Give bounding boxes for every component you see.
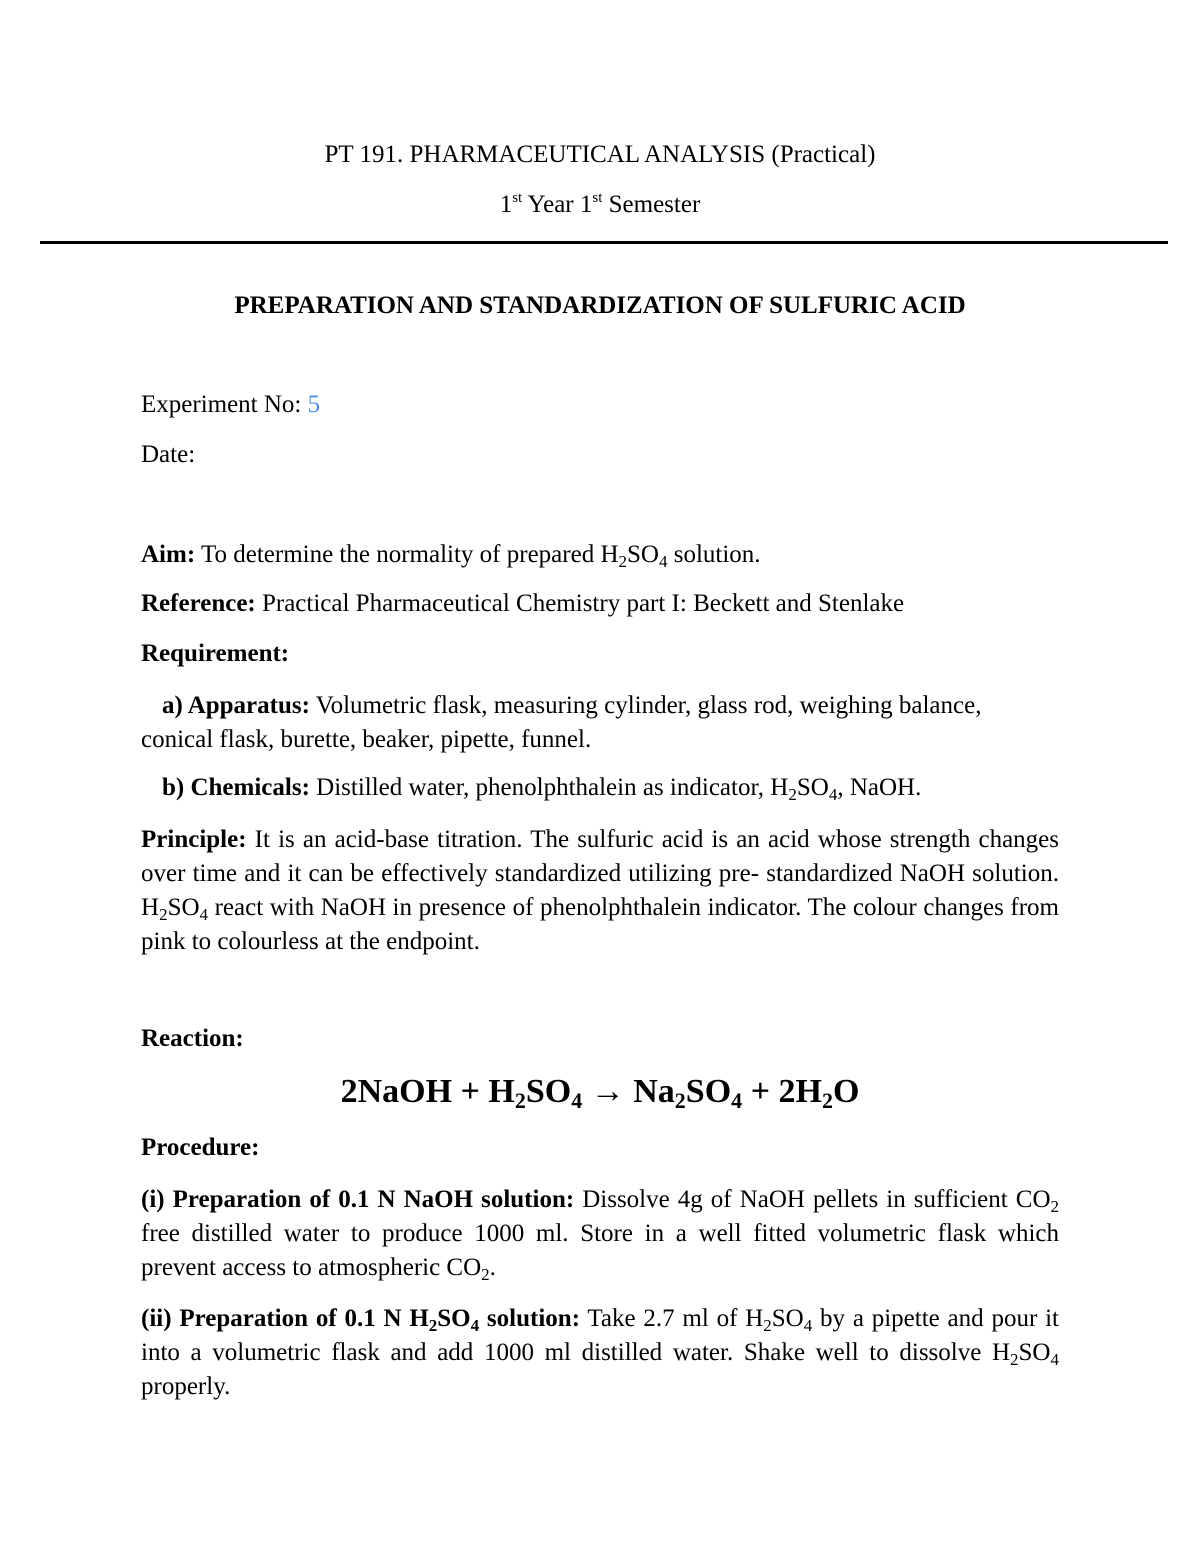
reaction-heading: Reaction:	[141, 1025, 244, 1052]
apparatus-label: a) Apparatus:	[162, 692, 310, 719]
aim-text: solution.	[667, 541, 761, 568]
date-label: Date:	[141, 441, 196, 468]
step-2-text: properly.	[141, 1373, 231, 1400]
aim-text: To determine the normality of prepared H	[195, 541, 619, 568]
subscript: 4	[658, 552, 668, 571]
step-1-text: free distilled water to produce 1000 ml. Store in a well fitted volumetric flask which prevent access to atmospheric CO	[141, 1220, 1059, 1281]
chemicals-text: Distilled water, phenolphthalein as indicator, H	[309, 774, 789, 801]
reference-line	[141, 590, 904, 618]
header-divider	[40, 241, 1168, 244]
aim-line	[141, 541, 761, 569]
equation-term: + 2H	[742, 1073, 822, 1110]
semester-ordinal: st	[592, 190, 603, 206]
principle-text: It is an acid-base titration. The sulfuric acid is an acid whose strength changes over time and it can be effectively standardized utilizing pre- standardized NaOH solution. H	[141, 826, 1059, 921]
subscript: 4	[199, 905, 209, 924]
subscript: 2	[514, 1088, 526, 1113]
chemicals-text: , NaOH.	[837, 774, 922, 801]
apparatus-text: Volumetric flask, measuring cylinder, glass rod, weighing balance, conical flask, burette, beaker, pipette, funnel.	[141, 692, 982, 753]
subscript: 4	[731, 1088, 743, 1113]
subscript: 4	[1050, 1350, 1059, 1369]
subscript: 4	[571, 1088, 583, 1113]
step-2-text: SO	[1018, 1339, 1051, 1366]
principle-text: react with NaOH in presence of phenolphthalein indicator. The colour changes from pink to colourless at the endpoint.	[141, 894, 1059, 955]
subscript: 2	[1050, 1197, 1059, 1216]
reaction-equation	[0, 1073, 1200, 1111]
year-word: Year	[522, 191, 580, 218]
subscript: 2	[481, 1265, 490, 1284]
subscript: 2	[1010, 1350, 1019, 1369]
aim-label: Aim:	[141, 541, 196, 568]
step-1-text: .	[489, 1254, 496, 1281]
step-1-text: Dissolve 4g of NaOH pellets in sufficient CO	[574, 1186, 1051, 1213]
subscript: 2	[618, 552, 627, 571]
year-number: 1	[499, 191, 513, 218]
chemicals-text: SO	[796, 774, 829, 801]
experiment-label: Experiment No:	[141, 391, 308, 418]
subscript: 2	[674, 1088, 686, 1113]
equation-term: SO	[525, 1073, 572, 1110]
step-2-label-part: SO	[437, 1305, 471, 1332]
procedure-heading: Procedure:	[141, 1134, 260, 1161]
semester-word: Semester	[602, 191, 701, 218]
experiment-number	[141, 391, 320, 419]
year-semester	[0, 191, 1200, 219]
procedure-step-1	[141, 1183, 1059, 1285]
reference-label: Reference:	[141, 590, 256, 617]
step-2-text: by a pipette and pour it into a volumetric flask and add 1000 ml distilled water. Shake well to dissolve H	[141, 1305, 1059, 1366]
procedure-step-2	[141, 1302, 1059, 1404]
aim-text: SO	[627, 541, 659, 568]
semester-number: 1	[579, 191, 593, 218]
equation-term: O	[832, 1073, 860, 1110]
course-title: PT 191. PHARMACEUTICAL ANALYSIS (Practical)	[324, 141, 876, 168]
chemicals-label: b) Chemicals:	[162, 774, 310, 801]
year-ordinal: st	[512, 190, 523, 206]
subscript: 2	[763, 1316, 772, 1335]
step-2-text: SO	[771, 1305, 804, 1332]
requirement-heading: Requirement:	[141, 640, 290, 667]
step-2-text: Take 2.7 ml of H	[580, 1305, 764, 1332]
chemicals-line	[162, 774, 921, 802]
subscript: 2	[428, 1316, 438, 1335]
subscript: 4	[803, 1316, 813, 1335]
principle-paragraph	[141, 823, 1059, 959]
subscript: 4	[470, 1316, 480, 1335]
step-2-label-part: (ii) Preparation of 0.1 N H	[141, 1305, 429, 1332]
step-2-label-part: solution:	[479, 1305, 581, 1332]
step-1-label: (i) Preparation of 0.1 N NaOH solution:	[141, 1186, 575, 1213]
apparatus-paragraph	[141, 689, 1059, 757]
principle-text: SO	[167, 894, 200, 921]
experiment-title: PREPARATION AND STANDARDIZATION OF SULFURIC ACID	[234, 292, 966, 319]
subscript: 2	[821, 1088, 833, 1113]
equation-term: SO	[685, 1073, 732, 1110]
principle-label: Principle:	[141, 826, 247, 853]
subscript: 2	[159, 905, 168, 924]
equation-term: 2NaOH + H	[340, 1073, 515, 1110]
step-2-label	[141, 1305, 581, 1335]
reference-text: Practical Pharmaceutical Chemistry part I: Beckett and Stenlake	[255, 590, 905, 617]
experiment-value: 5	[307, 391, 321, 418]
subscript: 2	[788, 785, 797, 804]
subscript: 4	[828, 785, 838, 804]
equation-term: → Na	[582, 1073, 675, 1110]
